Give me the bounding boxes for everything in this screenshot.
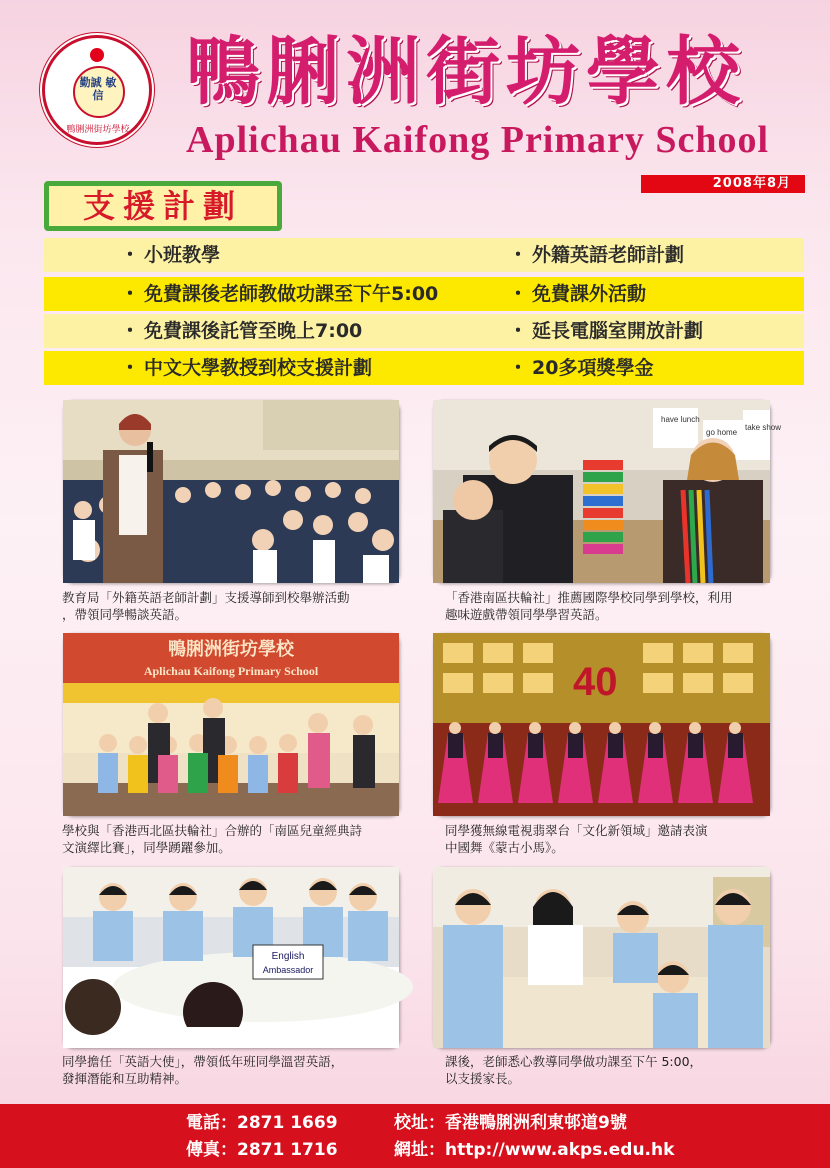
photo-caption: 「香港南區扶輪社」推薦國際學校同學到學校，利用 趣味遊戲帶領同學學習英語。 <box>445 590 733 622</box>
program-row <box>44 351 804 385</box>
program-item: ・ 小班教學 <box>120 244 221 266</box>
photo-caption: 課後，老師悉心教導同學做功課至下午 5:00， 以支援家長。 <box>445 1054 703 1086</box>
sign-text: take show <box>745 423 782 432</box>
program-row <box>44 277 804 311</box>
program-item: ・ 中文大學教授到校支援計劃 <box>120 357 373 379</box>
photo-homework-help <box>433 867 770 1048</box>
photo-caption: 同學獲無線電視翡翠台「文化新領域」邀請表演 中國舞《蒙古小馬》。 <box>445 823 708 855</box>
stage-logo-text: 40 <box>573 660 618 704</box>
logo-seal-text: 勤誠 敏信 <box>79 76 117 102</box>
phone-number: 電話：2871 1669 <box>186 1113 338 1133</box>
program-item: ・ 免費課後老師教做功課至下午5:00 <box>120 283 439 305</box>
program-item: ・ 外籍英語老師計劃 <box>508 244 685 266</box>
school-name-chinese: 鴨脷洲街坊學校 <box>186 29 746 115</box>
banner-text-zh: 鴨脷洲街坊學校 <box>168 639 294 660</box>
card-text: Ambassador <box>262 965 314 975</box>
program-item: ・ 免費課外活動 <box>508 283 647 305</box>
logo-ring-text: 鴨脷洲街坊學校 <box>66 125 130 135</box>
card-text: English <box>271 951 305 962</box>
program-row <box>44 238 804 272</box>
issue-date: 2008年8月 <box>641 175 805 193</box>
program-item: ・ 20多項獎學金 <box>508 357 654 379</box>
photo-caption: 教育局「外籍英語老師計劃」支援導師到校舉辦活動 ，帶領同學暢談英語。 <box>62 590 350 622</box>
logo-sun-icon <box>90 48 104 62</box>
photo-poetry-competition <box>63 633 399 816</box>
school-logo <box>42 35 152 145</box>
photo-english-ambassador <box>63 867 399 1048</box>
photo-caption: 學校與「香港西北區扶輪社」合辦的「南區兒童經典詩 文演繹比賽」，同學踴躍參加。 <box>62 823 363 855</box>
sign-text: go home <box>706 428 738 437</box>
program-item: ・ 延長電腦室開放計劃 <box>508 320 704 342</box>
photo-rotary-game <box>433 400 782 583</box>
support-plan-heading: 支援計劃 <box>44 181 282 231</box>
sign-text: have lunch <box>661 415 700 424</box>
school-name-english: Aplichau Kaifong Primary School <box>186 119 770 161</box>
fax-number: 傳真：2871 1716 <box>186 1140 338 1160</box>
school-website-link[interactable]: 網址：http://www.akps.edu.hk <box>394 1140 675 1160</box>
contact-footer <box>0 1104 830 1168</box>
program-row <box>44 314 804 348</box>
program-item: ・ 免費課後託管至晚上7:00 <box>120 320 363 342</box>
banner-text-en: Aplichau Kaifong Primary School <box>143 664 319 678</box>
school-address: 校址：香港鴨脷洲利東邨道9號 <box>394 1113 627 1133</box>
photo-english-tutor-activity <box>63 400 399 583</box>
photo-dance-performance <box>433 633 770 816</box>
photo-caption: 同學擔任「英語大使」，帶領低年班同學溫習英語， 發揮潛能和互助精神。 <box>62 1054 344 1086</box>
